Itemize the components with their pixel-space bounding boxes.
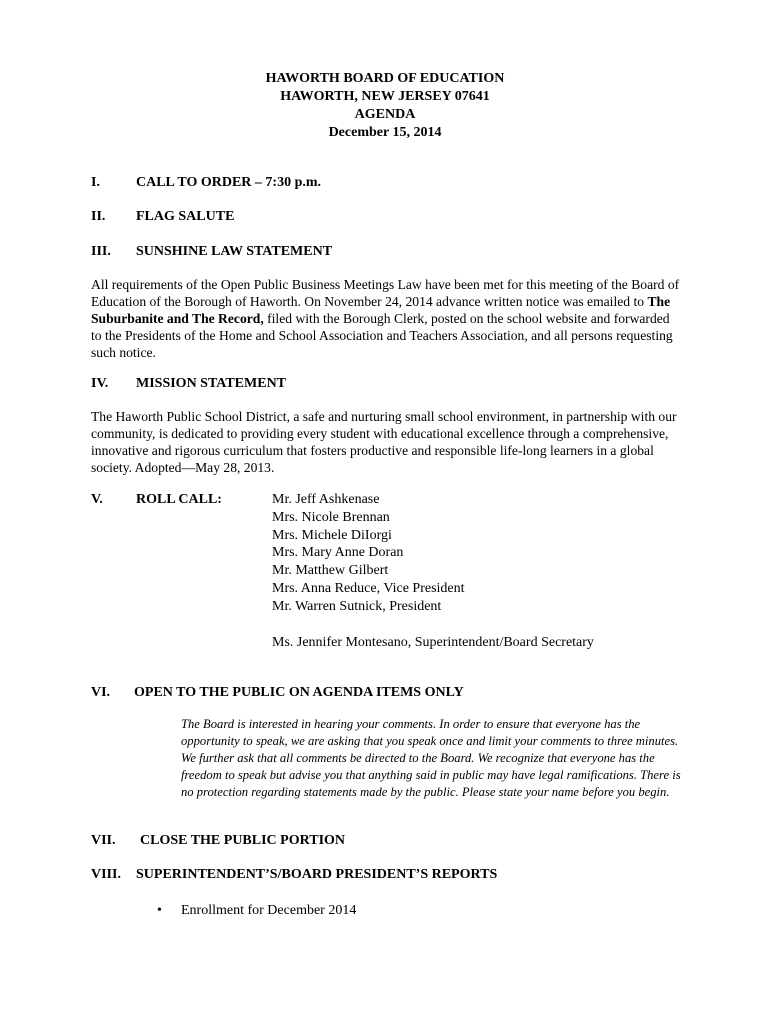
report-item: Enrollment for December 2014 xyxy=(181,903,357,918)
section-number: I. xyxy=(91,175,100,190)
roll-call-member: Mr. Warren Sutnick, President xyxy=(272,598,442,614)
section-title: CLOSE THE PUBLIC PORTION xyxy=(140,833,346,848)
header-agenda: AGENDA xyxy=(354,107,416,122)
section-title: CALL TO ORDER – 7:30 p.m. xyxy=(136,175,322,190)
section-title: MISSION STATEMENT xyxy=(136,376,287,391)
roll-call-member: Mr. Jeff Ashkenase xyxy=(272,492,380,507)
section-number: IV. xyxy=(91,376,109,391)
header-location: HAWORTH, NEW JERSEY 07641 xyxy=(280,89,490,104)
mission-statement-text: The Haworth Public School District, a safe and nurturing small school environment, in partnership with our community, is dedicated to providing every student with educational excellence through a comprehensive, innovative and rigorous curriculum that fosters productive and responsible life-long learners in a global society. Adopted—May 28, 2013. xyxy=(91,409,677,475)
board-secretary: Ms. Jennifer Montesano, Superintendent/Board Secretary xyxy=(272,635,594,650)
roll-call-member: Mrs. Anna Reduce, Vice President xyxy=(272,580,465,596)
header-date: December 15, 2014 xyxy=(328,125,442,140)
section-number: V. xyxy=(91,492,103,507)
section-title: SUPERINTENDENT’S/BOARD PRESIDENT’S REPORTS xyxy=(136,867,498,882)
section-number: VI. xyxy=(91,685,111,700)
newspaper-names: The Suburbanite and The Record, xyxy=(91,294,671,326)
sunshine-text-part-b: filed with the Borough Clerk, posted on the school website and forwarded to the Presidents of the Home and School Association and Teachers Association, and all persons requesting such notice. xyxy=(91,311,673,360)
sunshine-text-part-a: All requirements of the Open Public Business Meetings Law have been met for this meeting of the Board of Education of the Borough of Haworth. On November 24, 2014 advance written notice was emailed to xyxy=(91,277,680,309)
section-title: ROLL CALL: xyxy=(136,492,222,507)
header-board-name: HAWORTH BOARD OF EDUCATION xyxy=(265,71,505,86)
bullet-icon: • xyxy=(157,903,162,918)
roll-call-member: Mrs. Michele DiIorgi xyxy=(272,527,392,543)
section-title: OPEN TO THE PUBLIC ON AGENDA ITEMS ONLY xyxy=(134,685,464,700)
document-header xyxy=(0,70,770,142)
roll-call-member: Mrs. Mary Anne Doran xyxy=(272,545,404,561)
roll-call-list xyxy=(272,491,465,616)
public-comment-notice: The Board is interested in hearing your comments. In order to ensure that everyone has the opportunity to speak, we are asking that you speak once and limit your comments to three minutes. We further ask that all comments be directed to the Board. We recognize that everyone has the freedom to speak but advise you that anything said in public may have legal ramifications. There is no protection regarding statements made by the public. Please state your name before you begin. xyxy=(181,717,681,799)
section-number: VII. xyxy=(91,833,116,848)
section-number: II. xyxy=(91,209,106,224)
roll-call-member: Mrs. Nicole Brennan xyxy=(272,509,390,525)
sunshine-law-text xyxy=(91,276,681,361)
section-number: III. xyxy=(91,244,111,259)
section-title: FLAG SALUTE xyxy=(136,209,235,224)
section-title: SUNSHINE LAW STATEMENT xyxy=(136,244,333,259)
roll-call-member: Mr. Matthew Gilbert xyxy=(272,563,389,579)
section-number: VIII. xyxy=(91,867,121,882)
